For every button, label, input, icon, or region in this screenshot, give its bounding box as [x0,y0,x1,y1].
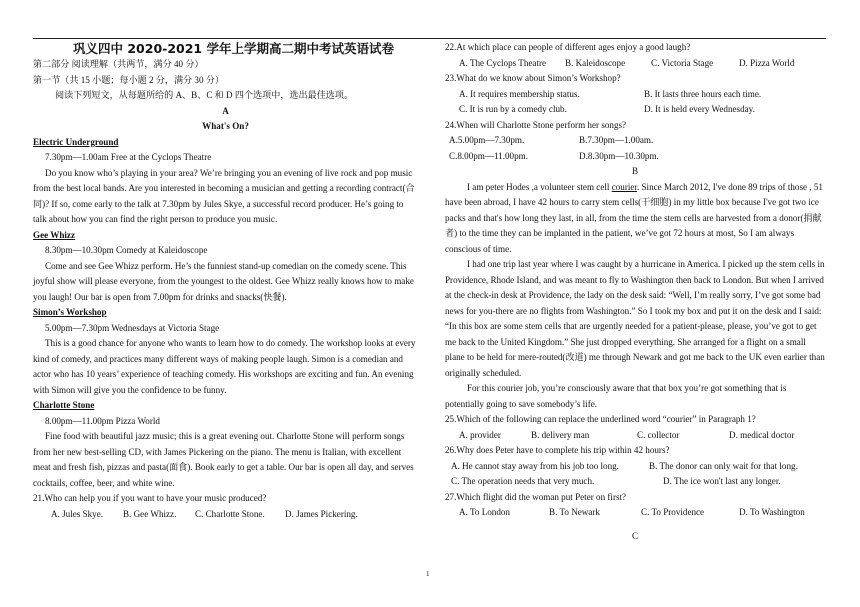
exam-title: 巩义四中 2020-2021 学年上学期高二期中考试英语试卷 [73,41,394,56]
question-22-options [445,56,825,72]
event-name: Simon’s Workshop [33,307,107,317]
option-c: C. collector [637,429,680,440]
passage-b-paragraph-2: I had one trip last year where I was caught by a hurricane in America. I picked up the stem cells in Providence, Rhode Island, and was meant to fly to Washington then back to London. But when I arrived at the check-in desk at Providence, the lady on the desk said: “Well, I’m really sorry, I’ve got some bad news for you-there are no flights from Washington.” So I took my box and put it on the desk and I said: “In this box are some stem cells that are urgently needed for a patient-please, please, you’ve got to get me back to the United Kingdom.” She just dropped everything. She arranged for a flight on a small plane to be held for mere-routed(改道) me through Newark and got me back to the UK even earlier than originally scheduled. [445,259,825,378]
question-24-stem: 24.When will Charlotte Stone perform her songs? [445,119,627,130]
option-b: B. It lasts three hours each time. [644,88,762,99]
event-name: Gee Whizz [33,229,76,240]
event-time: 7.30pm—1.00am Free at the Cyclops Theatre [45,152,212,162]
option-b: B. Gee Whizz. [123,508,177,519]
question-27-options [445,505,825,521]
passage-a-heading: What's On? [202,121,249,131]
event-description: Fine food with beautiful jazz music; this is a great evening out. Charlotte Stone will perform songs from her new best-selling CD, with James Pickering on the piano. The menu is Italian, with excellent meat and fresh fish, pizzas and pasta(面食). Book early to get a table. Our bar is open all day, and serves cocktails, coffee, beer, and white wine. [33,431,414,488]
option-d: D. James Pickering. [285,508,358,519]
option-d: D. medical doctor [729,429,795,440]
question-22-stem: 22.At which place can people of different ages enjoy a good laugh? [445,42,691,52]
question-26-options-cd [445,474,825,490]
left-column [33,40,418,522]
question-24-options-cd [445,149,825,165]
option-d: D. To Washington [739,507,805,517]
question-25-stem: 25.Which of the following can replace the underlined word “courier” in Paragraph 1? [445,414,756,424]
option-a: A. Jules Skye. [51,508,104,519]
option-c: C. To Providence [641,507,705,517]
event-description: This is a good chance for anyone who wants to learn how to do comedy. The workshop looks at every kind of comedy, and practices many different ways of making people laugh. Simon is a comedian and actor who has 10 years’ experience of teaching comedy. His workshops are exciting and fun. An evening with Simon will give you the confidence to be funny. [33,338,416,395]
option-b: B. delivery man [531,429,590,440]
section-heading: 第一节（共 15 小题；每小题 2 分，满分 30 分） [33,74,224,85]
passage-b-paragraph-1 [445,180,825,258]
event-name: Electric Underground [33,136,119,147]
option-a: A. To London [459,507,510,517]
event-description: Come and see Gee Whizz perform. He’s the funniest stand-up comedian on the comedy scene. This joyful show will please everyone, from the youngest to the oldest. Gee Whizz really knows how to make you laugh! Our bar is open from 7.00pm for drinks and snacks(快餐). [33,260,414,302]
instructions: 阅读下列短文，从每题所给的 A、B、C 和 D 四个选项中，选出最佳选项。 [55,90,354,100]
option-a: A.5.00pm—7.30pm. [449,135,525,145]
passage-a-letter: A [222,105,229,116]
paragraph-text: . Since March 2012, I've done 89 trips of those , 51 have been abroad, I have 42 hours to carry stem cells(干细胞) in my little box because I've got two ice packs and that's how long they last, in all, from the time the stem cells are harvested from a donor(捐献者) to the time they can be implanted in the patient, we’ve got 72 hours at most, So I am always conscious of time. [445,181,823,254]
option-d: D. Pizza World [739,57,795,68]
option-a: A. He cannot stay away from his job too long. [451,460,619,471]
right-column [445,40,825,544]
paragraph-text: I am peter Hodes ,a volunteer stem cell [467,181,612,192]
question-23-options-cd [445,102,825,118]
question-23-stem: 23.What do we know about Simon’s Workshop? [445,73,621,83]
question-21-stem: 21.Who can help you if you want to have your music produced? [33,493,267,503]
event-name: Charlotte Stone [33,400,95,410]
event-time: 8.00pm—11.00pm Pizza World [45,415,160,426]
option-c: C. It is run by a comedy club. [459,104,567,114]
event-description: Do you know who’s playing in your area? We’re bringing you an evening of live rock and pop music from the best local bands. Are you interested in becoming a musician and getting a recording contract(合同)? If so, come early to the talk at 7.30pm by Jules Skye, a successful record producer. He’s going to talk about how you can find the right person to produce you music. [33,167,415,224]
question-27-stem: 27.Which flight did the woman put Peter on first? [445,491,627,502]
spacer [445,521,825,529]
passage-c-letter: C [631,530,639,541]
option-d: D. The ice won't last any longer. [663,476,781,486]
option-b: B. The donor can only wait for that long. [649,460,798,471]
question-23-options-ab [445,87,825,103]
question-21-options [33,507,418,523]
question-26-stem: 26.Why does Peter have to complete his trip within 42 hours? [445,445,670,455]
option-a: A. provider [459,429,501,440]
part-heading: 第二部分 阅读理解（共两节，满分 40 分） [33,59,204,69]
option-d: D.8.30pm—10.30pm. [579,150,659,161]
header-rule [33,38,826,39]
passage-b-paragraph-3: For this courier job, you’re consciously aware that that box you’re got something that is potentially going to save somebody’s life. [445,383,787,409]
option-d: D. It is held every Wednesday. [644,104,755,114]
underlined-word-courier: courier [611,181,637,192]
question-25-options [445,428,825,444]
event-time: 5.00pm—7.30pm Wednesdays at Victoria Stage [45,322,220,333]
option-c: C.8.00pm—11.00pm. [449,150,528,161]
option-b: B. Kaleidoscope [565,57,626,68]
event-time: 8.30pm—10.30pm Comedy at Kaleidoscope [45,245,208,255]
option-c: C. Charlotte Stone. [195,508,265,519]
option-a: A. It requires membership status. [459,88,580,99]
option-c: C. Victoria Stage [651,57,714,68]
option-b: B. To Newark [549,507,600,517]
question-26-options-ab [445,459,825,475]
option-c: C. The operation needs that very much. [451,476,595,486]
page-number: 1 [426,570,430,578]
option-a: A. The Cyclops Theatre [459,57,547,68]
passage-b-letter: B [631,166,639,176]
option-b: B.7.30pm—1.00am. [579,135,654,145]
question-24-options-ab [445,133,825,149]
